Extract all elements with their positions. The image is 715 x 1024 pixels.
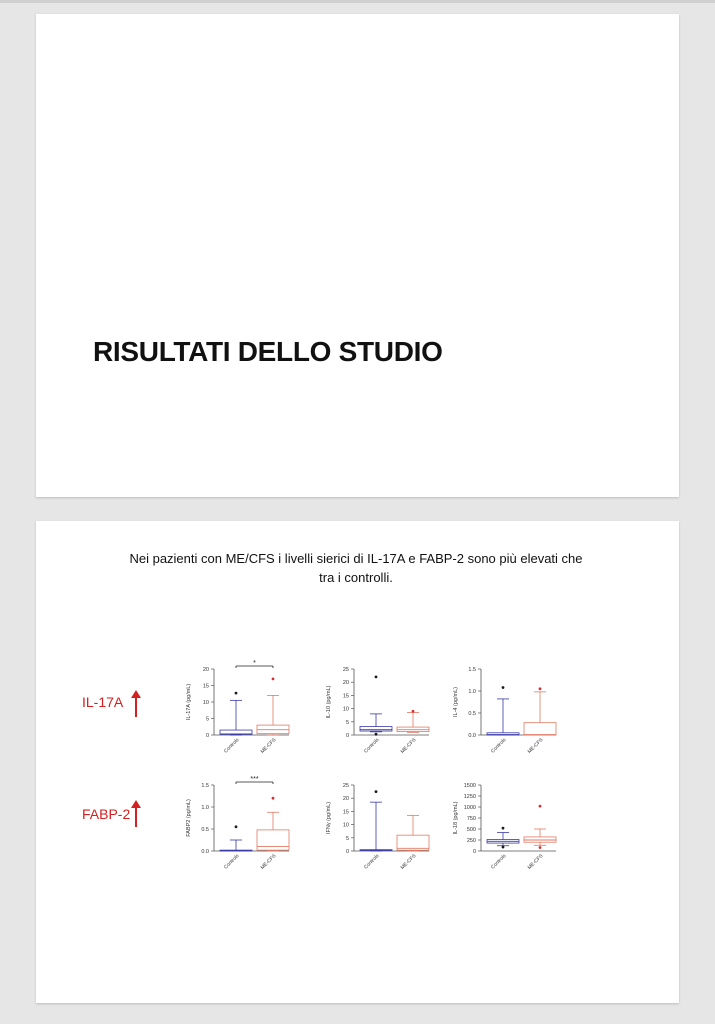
x-tick-label: Controls <box>363 853 381 871</box>
y-tick-label: 0.0 <box>468 733 476 739</box>
y-tick-label: 5 <box>205 716 209 723</box>
x-tick-label: ME-CFS <box>259 737 278 755</box>
fabp2-label: FABP-2 <box>82 806 131 822</box>
y-tick-label: 25 <box>342 667 349 673</box>
y-tick-label: 5 <box>345 719 349 726</box>
outlier-point <box>375 790 378 793</box>
il4-boxplot <box>421 661 561 761</box>
y-tick-label: 1000 <box>463 805 476 811</box>
caption-line-1: Nei pazienti con ME/CFS i livelli sierici di IL-17A e FABP-2 sono più elevati che <box>129 551 583 566</box>
up-arrow-icon <box>131 800 141 828</box>
slide-caption <box>76 549 636 587</box>
y-axis-label: FABP2 (pg/mL) <box>186 799 192 837</box>
slide-2 <box>36 521 679 1003</box>
il10-boxplot <box>294 661 434 761</box>
y-tick-label: 1.5 <box>201 783 209 789</box>
y-tick-label: 20 <box>202 667 209 673</box>
outlier-point <box>539 687 542 690</box>
y-axis-label: IFNγ (pg/mL) <box>326 801 332 835</box>
il18-boxplot <box>421 777 561 877</box>
outlier-point <box>272 797 275 800</box>
significance-label: * <box>253 660 256 667</box>
box <box>360 727 392 731</box>
up-arrow-icon <box>131 690 141 718</box>
y-axis-label: IL-18 (pg/mL) <box>453 801 459 835</box>
x-tick-label: ME-CFS <box>399 737 418 755</box>
y-tick-label: 0 <box>345 849 349 855</box>
box <box>524 723 556 735</box>
il17a-boxplot <box>154 661 294 761</box>
outlier-point <box>235 825 238 828</box>
y-tick-label: 1.0 <box>468 689 476 695</box>
outlier-point <box>375 676 378 679</box>
y-tick-label: 0.5 <box>201 827 209 833</box>
y-tick-label: 25 <box>342 783 349 789</box>
x-tick-label: Controls <box>363 737 381 755</box>
y-tick-label: 1.0 <box>201 805 209 811</box>
slide-1 <box>36 14 679 497</box>
y-tick-label: 15 <box>342 693 349 700</box>
outlier-point <box>412 710 415 713</box>
y-tick-label: 0 <box>472 849 476 855</box>
y-tick-label: 10 <box>342 822 349 829</box>
y-tick-label: 10 <box>202 700 209 706</box>
fabp2-boxplot <box>154 777 294 877</box>
y-tick-label: 0 <box>205 733 209 739</box>
y-tick-label: 250 <box>466 838 476 844</box>
y-tick-label: 1.5 <box>468 667 476 673</box>
il17a-label: IL-17A <box>82 694 124 710</box>
x-tick-label: Controls <box>490 853 508 871</box>
x-tick-label: Controls <box>223 853 241 871</box>
x-tick-label: ME-CFS <box>259 853 278 871</box>
y-tick-label: 0.5 <box>468 711 476 717</box>
outlier-point <box>502 827 505 830</box>
outlier-point <box>539 805 542 808</box>
y-tick-label: 15 <box>202 683 209 690</box>
y-tick-label: 10 <box>342 706 349 713</box>
y-tick-label: 500 <box>466 827 476 833</box>
y-tick-label: 5 <box>345 835 349 842</box>
caption-line-2: tra i controlli. <box>319 570 393 585</box>
x-tick-label: ME-CFS <box>526 853 545 871</box>
y-axis-label: IL-17A (pg/mL) <box>186 683 192 721</box>
y-axis-label: IL-10 (pg/mL) <box>326 685 332 719</box>
ifng-boxplot <box>294 777 434 877</box>
y-tick-label: 0.0 <box>201 849 209 855</box>
outlier-point <box>375 733 378 736</box>
outlier-point <box>502 686 505 689</box>
y-tick-label: 750 <box>466 816 476 822</box>
x-tick-label: Controls <box>490 737 508 755</box>
outlier-point <box>235 692 238 695</box>
slide-title: RISULTATI DELLO STUDIO <box>93 336 443 367</box>
y-tick-label: 1500 <box>463 783 476 789</box>
x-tick-label: ME-CFS <box>399 853 418 871</box>
viewer-top-bar <box>0 0 715 3</box>
y-tick-label: 1250 <box>463 794 476 800</box>
x-tick-label: Controls <box>223 737 241 755</box>
y-tick-label: 15 <box>342 809 349 816</box>
significance-label: *** <box>250 776 259 783</box>
y-tick-label: 0 <box>345 733 349 739</box>
y-tick-label: 20 <box>342 796 349 803</box>
y-tick-label: 20 <box>342 680 349 687</box>
x-tick-label: ME-CFS <box>526 737 545 755</box>
box <box>257 830 289 850</box>
outlier-point <box>539 846 542 849</box>
y-axis-label: IL-4 (pg/mL) <box>453 687 459 717</box>
outlier-point <box>272 678 275 681</box>
outlier-point <box>502 846 505 849</box>
